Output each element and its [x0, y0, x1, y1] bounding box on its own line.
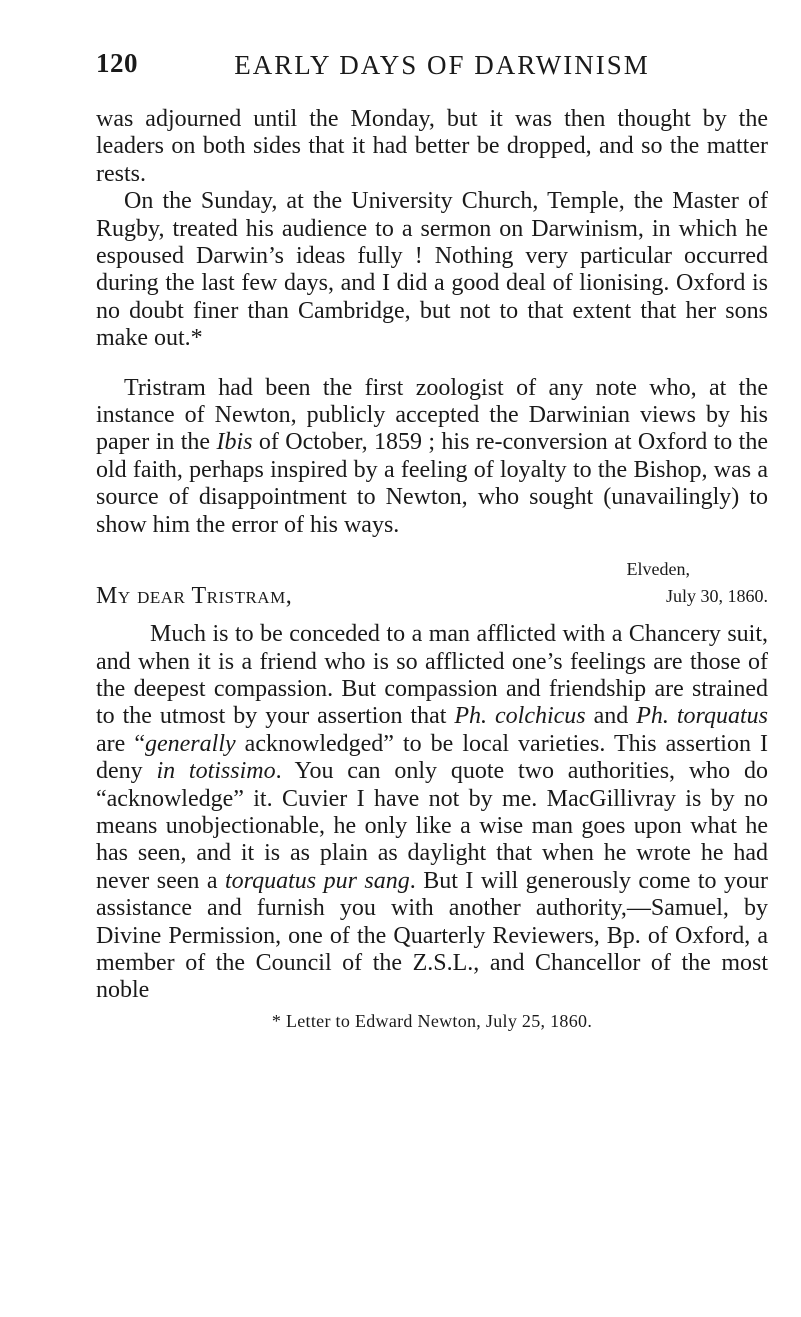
page-number: 120 [96, 48, 138, 78]
running-head [96, 48, 768, 92]
letter-date: July 30, 1860. [665, 586, 768, 607]
letter-place: Elveden, [626, 559, 690, 580]
paragraph-tristram: Tristram had been the first zoologist of any note who, at the instance of Newton, publicly accepted the Darwinian views by his paper in the Ibis of October, 1859 ; his re-conversion at Oxford to the old faith, perhaps inspired by a feeling of loyalty to the Bishop, was a source of disappointment to Newton, who sought (unavailingly) to show him the error of his ways. [96, 374, 768, 538]
paragraph-sunday-sermon: On the Sunday, at the University Church, Temple, the Master of Rugby, treated his audience to a sermon on Darwinism, in which he espoused Darwin’s ideas fully ! Nothing very particular occurred during the last few days, and I did a good deal of lionising. Oxford is no doubt finer than Cambridge, but not to that extent that her sons make out.* [96, 188, 768, 352]
running-title: EARLY DAYS OF DARWINISM [234, 50, 650, 80]
paragraph-continuation: was adjourned until the Monday, but it was then thought by the leaders on both sides that it had better be dropped, and so the matter rests. [96, 106, 768, 187]
book-page [96, 48, 768, 1032]
letter-body-text: Much is to be conceded to a man afflicted with a Chancery suit, and when it is a friend who is so afflicted one’s feelings are those of the deepest compassion. But compassion and friendship are strained to the utmost by your assertion that Ph. colchicus and Ph. torquatus are “generally acknowledged” to be local varieties. This assertion I deny in totissimo. You can only quote two authorities, who do “acknowledge” it. Cuvier I have not by me. MacGillivray is by no means unobjectionable, he only like a wise man goes upon what he has seen, and it is as plain as daylight that when he wrote he had never seen a torquatus pur sang. But I will generously come to your assistance and furnish you with another authority,—Samuel, by Divine Permission, one of the Quarterly Reviewers, Bp. of Oxford, a member of the Council of the Z.S.L., and Chancellor of the most noble [96, 621, 769, 1004]
footnote: * Letter to Edward Newton, July 25, 1860. [271, 1010, 593, 1031]
letter-body [96, 621, 768, 1005]
letter-heading [96, 559, 768, 615]
letter-salutation: My dear Tristram, [96, 583, 293, 610]
